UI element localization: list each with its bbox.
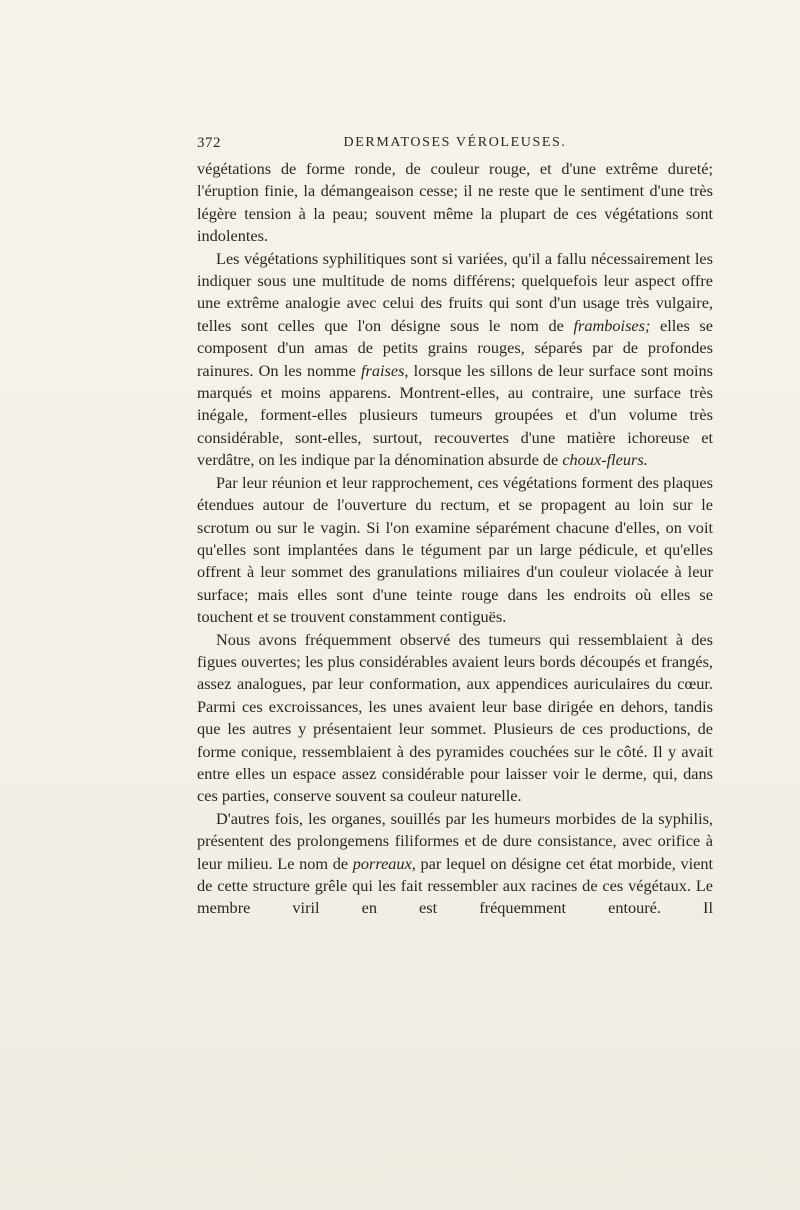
- text-run: D'autres fois, les organes, souillés par les humeurs morbides de la syphilis, présentent des prolongemens filiformes et de dure consistance, avec orifice à leur milieu. Le nom de: [197, 808, 713, 873]
- text-run: Les végétations syphilitiques sont si variées, qu'il a fallu nécessairement les indiquer sous une multitude de noms différens; quelquefois leur aspect offre une extrême analogie avec celui des fruits qui sont d'un usage très vulgaire, telles sont celles que l'on désigne sous le nom de: [197, 248, 713, 335]
- italic-term: fraises,: [361, 360, 409, 380]
- paragraph: [197, 629, 713, 808]
- text-run: elles se composent d'un amas de petits grains rouges, séparés par de profondes rainures. On les nomme: [197, 315, 713, 380]
- text-run: par lequel on désigne cet état morbide, vient de cette structure grêle qui les fait ressembler aux racines de ces végétaux. Le membre viril en est fréquemment entouré. Il: [197, 853, 713, 918]
- italic-term: choux-fleurs.: [562, 450, 648, 470]
- paragraph: [197, 158, 713, 248]
- paragraph: [197, 248, 713, 472]
- italic-term: framboises;: [573, 315, 651, 335]
- paragraph: [197, 808, 713, 920]
- text-run: végétations de forme ronde, de couleur rouge, et d'une extrême dureté; l'éruption finie, la démangeaison cesse; il ne reste que le sentiment d'une très légère tension à la peau; souvent même la plupart de ces végétations sont indolentes.: [197, 159, 713, 246]
- text-run: Par leur réunion et leur rapprochement, ces végétations forment des plaques étendues autour de l'ouverture du rectum, et se propagent au loin sur le scrotum ou sur le vagin. Si l'on examine séparément chacune d'elles, on voit qu'elles sont implantées dans le tégument par un large pédicule, et qu'elles offrent à leur sommet des granulations miliaires d'un couleur violacée à leur surface; mais elles sont d'une teinte rouge dans les endroits où elles se touchent et se trouvent constamment contiguës.: [197, 472, 713, 627]
- page-number: 372: [197, 135, 221, 151]
- italic-term: porreaux,: [352, 853, 416, 873]
- paragraph: [197, 472, 713, 629]
- text-run: Nous avons fréquemment observé des tumeurs qui ressemblaient à des figues ouvertes; les plus considérables avaient leurs bords découpés et frangés, assez analogues, par leur conformation, aux appendices auriculaires du cœur. Parmi ces excroissances, les unes avaient leur base dirigée en dehors, tandis que les autres y présentaient leur sommet. Plusieurs de ces productions, de forme conique, ressemblaient à des pyramides couchées sur le côté. Il y avait entre elles un espace assez considérable pour laisser voir le derme, qui, dans ces parties, conserve souvent sa couleur naturelle.: [197, 629, 713, 806]
- body-text: [197, 158, 713, 920]
- page-header: [197, 135, 713, 157]
- running-head: DERMATOSES VÉROLEUSES.: [343, 135, 567, 150]
- text-run: lorsque les sillons de leur surface sont moins marqués et moins apparens. Montrent-elles, au contraire, une surface très inégale, forment-elles plusieurs tumeurs groupées et d'un volume très considérable, sont-elles, surtout, recouvertes d'une matière ichoreuse et verdâtre, on les indique par la dénomination absurde de: [197, 360, 713, 470]
